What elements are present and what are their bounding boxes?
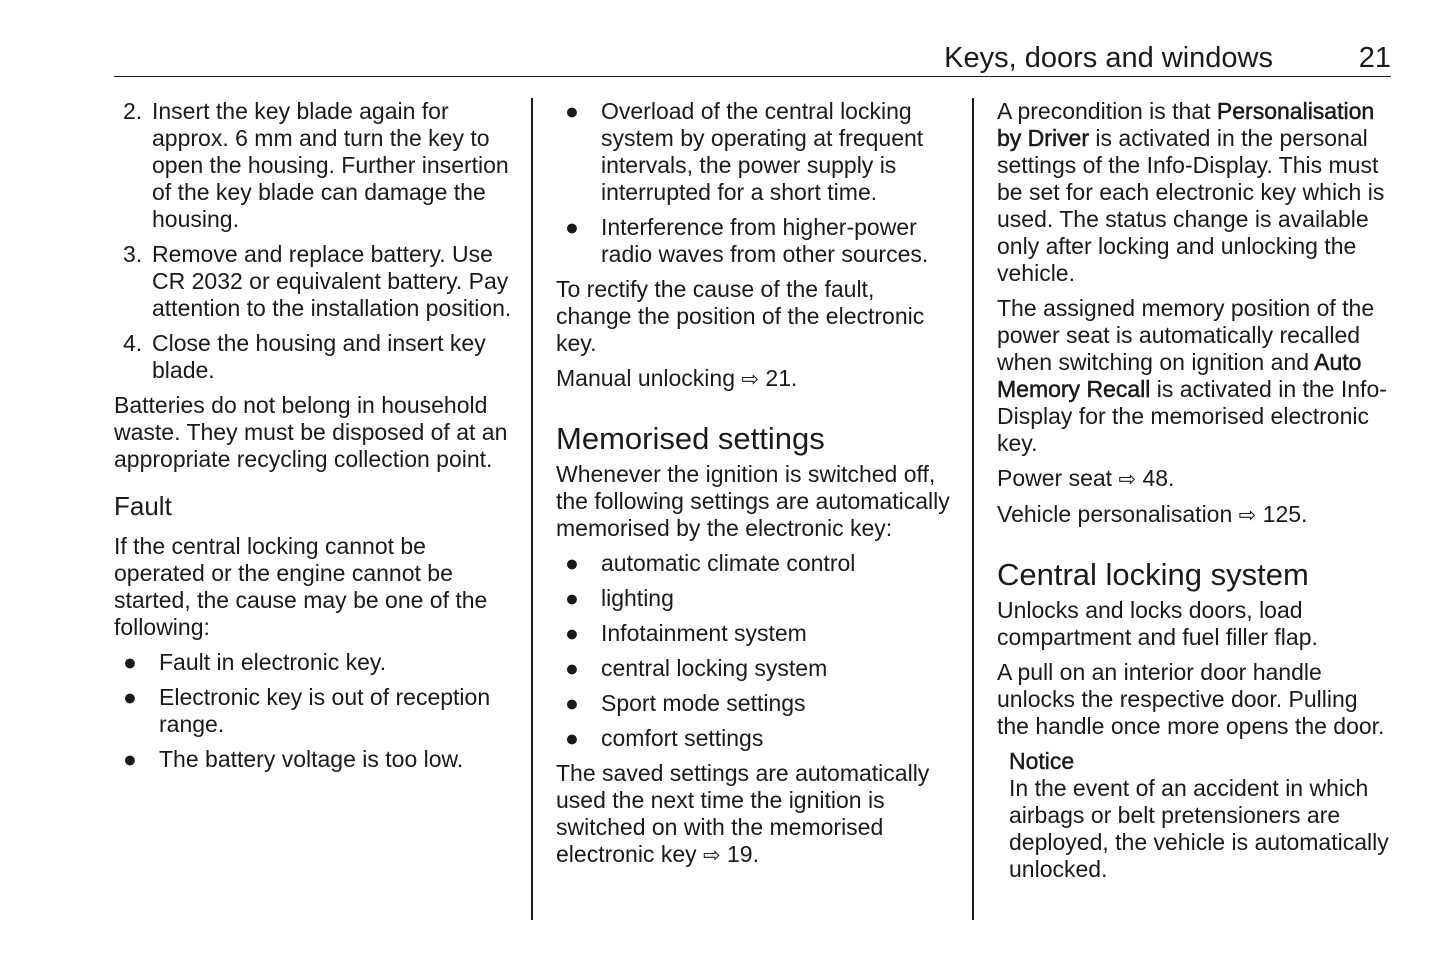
list-item <box>556 725 956 752</box>
list-item <box>556 550 956 577</box>
central-locking-heading: Central locking system <box>997 557 1309 592</box>
bullet-icon: ● <box>565 214 579 240</box>
list-item-text: Sport mode settings <box>601 690 806 716</box>
step-text: Close the housing and insert key blade. <box>152 330 486 383</box>
list-item <box>556 620 956 647</box>
step-item <box>114 98 514 233</box>
power-seat-reference <box>997 465 1393 493</box>
door-handle-paragraph: A pull on an interior door handle unlocks the respective door. Pulling the handle once more opens the door. <box>997 659 1385 739</box>
rectify-paragraph: To rectify the cause of the fault, change the position of the electronic key. <box>556 276 925 356</box>
paragraph-text: The assigned memory position of the power seat is automatically recalled when switching on ignition and <box>997 295 1375 375</box>
step-text: Insert the key blade again for approx. 6 mm and turn the key to open the housing. Further insertion of the key blade can damage the housing. <box>152 98 509 232</box>
paragraph-text: is activated in the Info-Display for the memorised electronic key. <box>997 376 1387 456</box>
step-number: 4. <box>123 330 143 356</box>
saved-settings-paragraph <box>556 760 956 869</box>
reference-text: Power seat <box>997 465 1113 491</box>
bullet-icon: ● <box>565 655 579 681</box>
bullet-icon: ● <box>565 585 579 611</box>
list-item <box>114 684 514 738</box>
notice-text: In the event of an accident in which airbags or belt pretensioners are deployed, the vehicle is automatically unlocked. <box>1009 775 1389 882</box>
memorised-intro: Whenever the ignition is switched off, the following settings are automatically memorised by the electronic key: <box>556 461 950 541</box>
step-item <box>114 241 514 322</box>
bullet-icon: ● <box>565 620 579 646</box>
reference-text: Manual unlocking <box>556 365 736 391</box>
menu-term: Auto Memory Recall <box>997 349 1362 402</box>
column-divider <box>531 98 533 920</box>
reference-page-link[interactable]: 21. <box>765 365 798 391</box>
list-item <box>556 585 956 612</box>
list-item <box>114 746 514 773</box>
bullet-icon: ● <box>123 649 137 675</box>
notice-box <box>997 748 1393 883</box>
reference-arrow-icon: ⇨ <box>703 844 721 867</box>
reference-text: Vehicle personalisation <box>997 501 1233 527</box>
list-item-text: lighting <box>601 585 674 611</box>
reference-page-link[interactable]: 19. <box>727 841 759 867</box>
reference-arrow-icon: ⇨ <box>741 368 760 391</box>
list-item-text: Overload of the central locking system by operating at frequent intervals, the power supply is interrupted for a short time. <box>601 98 924 205</box>
list-item-text: Fault in electronic key. <box>159 649 387 675</box>
fault-heading: Fault <box>114 491 172 521</box>
bullet-icon: ● <box>565 690 579 716</box>
list-item-text: The battery voltage is too low. <box>159 746 464 772</box>
notice-title: Notice <box>1009 748 1075 774</box>
page-number: 21 <box>1358 42 1391 74</box>
manual-unlocking-reference <box>556 365 956 393</box>
vehicle-personalisation-reference <box>997 501 1393 529</box>
list-item-text: Electronic key is out of reception range. <box>159 684 491 737</box>
list-item <box>114 649 514 676</box>
column-middle <box>556 98 956 877</box>
list-item <box>556 655 956 682</box>
list-item-text: comfort settings <box>601 725 764 751</box>
memory-position-paragraph <box>997 295 1393 457</box>
saved-settings-text: The saved settings are automatically used the next time the ignition is switched on with the memorised electronic key <box>556 760 930 867</box>
step-number: 3. <box>123 241 143 267</box>
column-left <box>114 98 514 781</box>
page-header <box>114 40 1391 77</box>
precondition-paragraph <box>997 98 1393 287</box>
bullet-icon: ● <box>565 725 579 751</box>
list-item <box>556 98 956 206</box>
reference-arrow-icon: ⇨ <box>1118 468 1137 491</box>
list-item <box>556 690 956 717</box>
column-right <box>997 98 1393 883</box>
menu-term: Personalisation by Driver <box>997 98 1375 151</box>
batteries-paragraph: Batteries do not belong in household waste. They must be disposed of at an appropriate recycling collection point. <box>114 392 508 472</box>
memorised-settings-heading: Memorised settings <box>556 421 825 456</box>
reference-page-link[interactable]: 125. <box>1262 501 1308 527</box>
list-item-text: Infotainment system <box>601 620 807 646</box>
bullet-icon: ● <box>123 746 137 772</box>
chapter-title: Keys, doors and windows <box>944 42 1273 74</box>
bullet-icon: ● <box>565 98 579 124</box>
step-item <box>114 330 514 384</box>
paragraph-text: A precondition is that <box>997 98 1217 124</box>
bullet-icon: ● <box>565 550 579 576</box>
list-item-text: central locking system <box>601 655 828 681</box>
bullet-icon: ● <box>123 684 137 710</box>
reference-arrow-icon: ⇨ <box>1238 504 1257 527</box>
reference-page-link[interactable]: 48. <box>1142 465 1175 491</box>
paragraph-text: is activated in the personal settings of the Info-Display. This must be set for each electronic key which is used. The status change is available only after locking and unlocking the vehicle. <box>997 125 1385 286</box>
step-text: Remove and replace battery. Use CR 2032 or equivalent battery. Pay attention to the installation position. <box>152 241 512 321</box>
central-locking-intro: Unlocks and locks doors, load compartment and fuel filler flap. <box>997 597 1318 650</box>
column-divider <box>972 98 974 920</box>
fault-intro: If the central locking cannot be operated or the engine cannot be started, the cause may be one of the following: <box>114 533 488 640</box>
list-item-text: Interference from higher-power radio waves from other sources. <box>601 214 929 267</box>
list-item-text: automatic climate control <box>601 550 856 576</box>
step-number: 2. <box>123 98 143 124</box>
list-item <box>556 214 956 268</box>
